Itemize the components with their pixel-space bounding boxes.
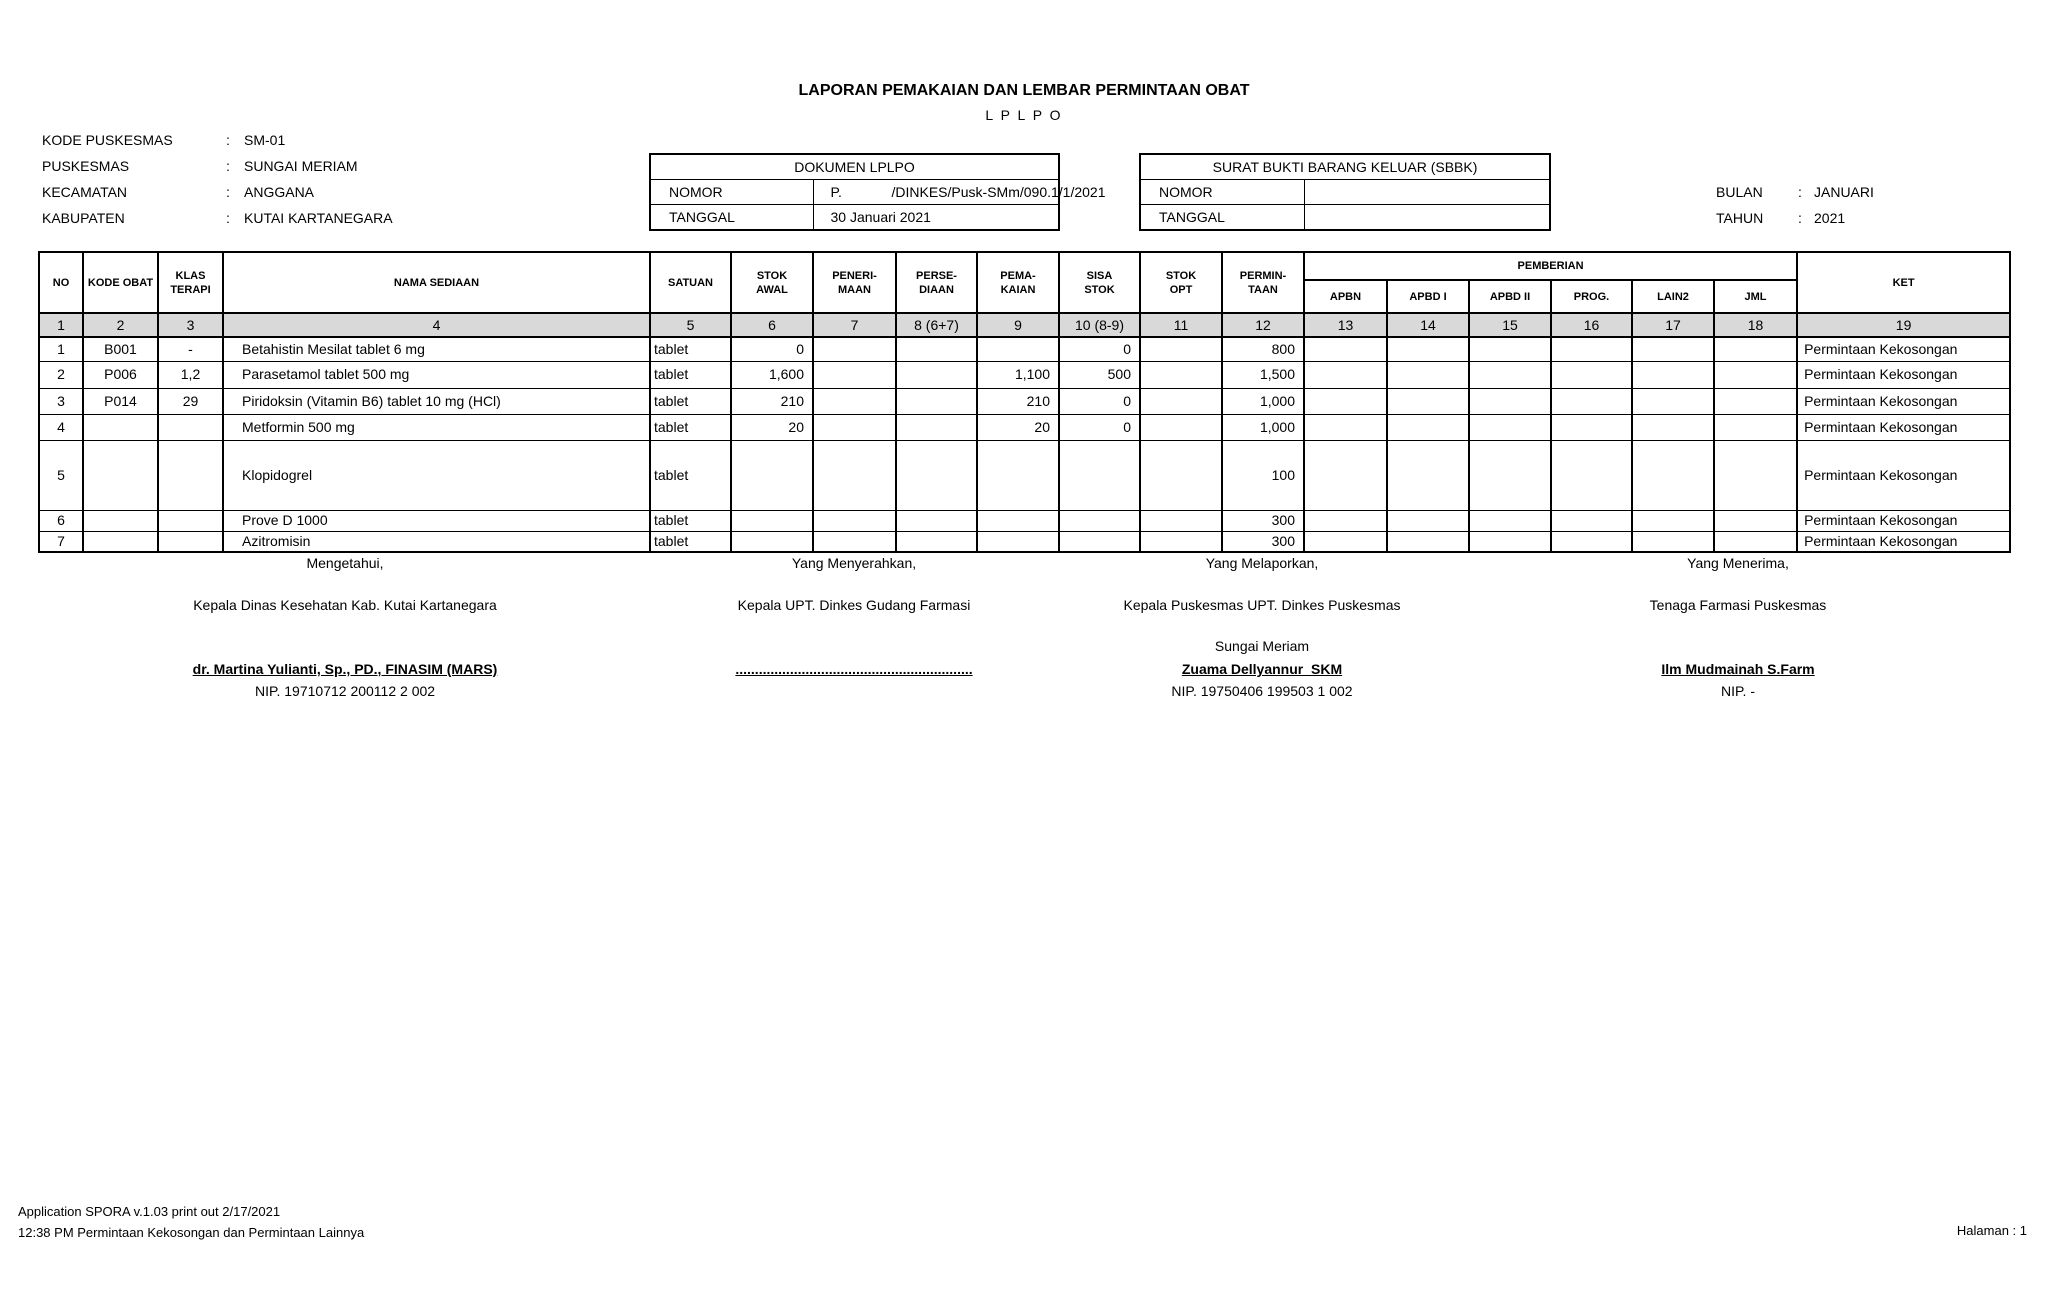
signature-position: Kepala UPT. Dinkes Gudang Farmasi [737,597,971,613]
cell-no: 1 [39,337,83,361]
header-jml: JML [1714,280,1797,313]
periode-row-bulan [1716,182,1874,202]
column-number: 10 (8-9) [1059,313,1140,337]
cell-ket: Permintaan Kekosongan [1797,510,2010,531]
header-persediaan: PERSE- DIAAN [896,252,977,313]
dokumen-nomor-number: /DINKES/Pusk-SMm/090.1/1/2021 [891,184,1106,200]
cell-kode-obat [83,531,158,552]
info-separator: : [226,184,230,200]
cell-stok-opt [1140,510,1222,531]
cell-kode-obat: P014 [83,388,158,414]
cell-permintaan: 800 [1222,337,1304,361]
cell-persediaan [896,531,977,552]
info-label: KABUPATEN [42,210,125,226]
info-separator: : [226,158,230,174]
cell-stok-opt [1140,337,1222,361]
column-number: 17 [1632,313,1714,337]
cell-prog [1551,531,1632,552]
cell-lain2 [1632,337,1714,361]
cell-jml [1714,531,1797,552]
footer-print-info: Application SPORA v.1.03 print out 2/17/2021 [18,1204,281,1219]
periode-value: 2021 [1814,210,1846,226]
header-satuan: SATUAN [650,252,731,313]
cell-apbd-ii [1469,414,1551,440]
cell-ket: Permintaan Kekosongan [1797,440,2010,510]
cell-apbn [1304,388,1387,414]
cell-penerimaan [813,388,896,414]
table-row [39,510,2010,531]
cell-apbn [1304,440,1387,510]
dokumen-nomor-value [813,180,1106,205]
info-row-kabupaten [42,208,393,228]
dokumen-nomor-label: NOMOR [650,180,813,205]
cell-apbd-ii [1469,440,1551,510]
cell-apbn [1304,510,1387,531]
header-apbd-i: APBD I [1387,280,1469,313]
cell-nama-sediaan: Parasetamol tablet 500 mg [223,361,650,388]
cell-lain2 [1632,361,1714,388]
dokumen-tanggal-label: TANGGAL [650,205,813,231]
cell-lain2 [1632,510,1714,531]
cell-permintaan: 300 [1222,510,1304,531]
column-number: 14 [1387,313,1469,337]
cell-stok-awal [731,531,813,552]
info-row-puskesmas [42,156,358,176]
cell-prog [1551,440,1632,510]
header-apbn: APBN [1304,280,1387,313]
sbbk-tanggal-value [1304,205,1550,231]
cell-apbn [1304,337,1387,361]
cell-penerimaan [813,361,896,388]
header-lain2: LAIN2 [1632,280,1714,313]
header-ket: KET [1797,252,2010,313]
cell-stok-opt [1140,388,1222,414]
periode-label: BULAN [1716,184,1763,200]
cell-ket: Permintaan Kekosongan [1797,414,2010,440]
cell-permintaan: 100 [1222,440,1304,510]
signature-role: Yang Melaporkan, [1205,555,1319,571]
cell-klas-terapi: 1,2 [158,361,223,388]
cell-kode-obat: B001 [83,337,158,361]
cell-permintaan: 1,000 [1222,414,1304,440]
info-separator: : [226,210,230,226]
cell-permintaan: 300 [1222,531,1304,552]
signature-menerima [1488,553,1988,713]
cell-no: 3 [39,388,83,414]
header-stok-awal: STOK AWAL [731,252,813,313]
info-value: ANGGANA [244,184,315,200]
footer-report-type: 12:38 PM Permintaan Kekosongan dan Permintaan Lainnya [18,1225,365,1240]
header-klas-terapi: KLAS TERAPI [158,252,223,313]
cell-penerimaan [813,440,896,510]
info-value: SUNGAI MERIAM [244,158,358,174]
dokumen-lplpo-header: DOKUMEN LPLPO [650,154,1059,180]
signature-location: Sungai Meriam [1214,638,1310,654]
cell-ket: Permintaan Kekosongan [1797,388,2010,414]
periode-separator: : [1798,184,1802,200]
table-row [39,388,2010,414]
cell-stok-awal [731,440,813,510]
info-separator: : [226,132,230,148]
column-number: 9 [977,313,1059,337]
cell-kode-obat [83,440,158,510]
dokumen-lplpo-box [649,153,1106,231]
cell-pemakaian: 20 [977,414,1059,440]
column-number: 15 [1469,313,1551,337]
sbbk-nomor-value [1304,180,1550,205]
cell-apbd-i [1387,337,1469,361]
periode-value: JANUARI [1814,184,1874,200]
cell-nama-sediaan: Piridoksin (Vitamin B6) tablet 10 mg (HCl) [223,388,650,414]
cell-prog [1551,510,1632,531]
cell-apbd-i [1387,361,1469,388]
cell-pemakaian [977,510,1059,531]
header-penerimaan: PENERI- MAAN [813,252,896,313]
cell-jml [1714,337,1797,361]
cell-pemakaian [977,531,1059,552]
signature-name-text: Zuama Dellyannur SKM [1181,661,1343,677]
report-subtitle: L P L P O [985,107,1063,123]
signature-name [1488,659,1988,679]
signature-name [95,659,595,679]
cell-apbn [1304,531,1387,552]
cell-lain2 [1632,440,1714,510]
cell-nama-sediaan: Prove D 1000 [223,510,650,531]
signature-position: Tenaga Farmasi Puskesmas [1649,597,1827,613]
sbbk-tanggal-label: TANGGAL [1140,205,1304,231]
cell-persediaan [896,388,977,414]
cell-kode-obat [83,414,158,440]
cell-sisa-stok: 500 [1059,361,1140,388]
header-pemakaian: PEMA- KAIAN [977,252,1059,313]
cell-apbd-i [1387,510,1469,531]
cell-sisa-stok: 0 [1059,337,1140,361]
info-label: PUSKESMAS [42,158,130,174]
info-value: SM-01 [244,132,286,148]
cell-kode-obat [83,510,158,531]
cell-satuan: tablet [650,361,731,388]
header-prog: PROG. [1551,280,1632,313]
column-number: 16 [1551,313,1632,337]
signature-role: Mengetahui, [306,555,384,571]
dokumen-tanggal-value: 30 Januari 2021 [813,205,1059,231]
cell-klas-terapi [158,510,223,531]
cell-permintaan: 1,500 [1222,361,1304,388]
cell-no: 7 [39,531,83,552]
signature-role: Yang Menerima, [1687,555,1789,571]
cell-apbd-i [1387,440,1469,510]
cell-kode-obat: P006 [83,361,158,388]
signature-position: Kepala Dinas Kesehatan Kab. Kutai Kartanegara [193,597,497,613]
cell-apbd-ii [1469,510,1551,531]
cell-penerimaan [813,414,896,440]
cell-stok-awal: 210 [731,388,813,414]
cell-sisa-stok [1059,510,1140,531]
column-number: 18 [1714,313,1797,337]
header-no: NO [39,252,83,313]
cell-klas-terapi: 29 [158,388,223,414]
cell-satuan: tablet [650,414,731,440]
cell-satuan: tablet [650,388,731,414]
cell-ket: Permintaan Kekosongan [1797,361,2010,388]
signature-mengetahui [95,553,595,713]
cell-persediaan [896,510,977,531]
cell-jml [1714,361,1797,388]
info-label: KODE PUSKESMAS [42,132,173,148]
signature-name-text: Ilm Mudmainah S.Farm [1661,661,1815,677]
signature-nip: NIP. 19710712 200112 2 002 [254,683,436,699]
cell-apbd-ii [1469,388,1551,414]
info-label: KECAMATAN [42,184,128,200]
signature-name-blank: ............................................................. [735,661,973,677]
cell-klas-terapi: - [158,337,223,361]
cell-apbd-ii [1469,361,1551,388]
column-number: 13 [1304,313,1387,337]
header-sisa-stok: SISA STOK [1059,252,1140,313]
cell-pemakaian: 210 [977,388,1059,414]
cell-apbd-ii [1469,337,1551,361]
column-number: 8 (6+7) [896,313,977,337]
cell-stok-opt [1140,440,1222,510]
cell-persediaan [896,337,977,361]
column-number: 1 [39,313,83,337]
periode-separator: : [1798,210,1802,226]
cell-penerimaan [813,531,896,552]
column-number: 5 [650,313,731,337]
cell-apbd-i [1387,414,1469,440]
signature-position: Kepala Puskesmas UPT. Dinkes Puskesmas [1123,597,1401,613]
cell-sisa-stok: 0 [1059,414,1140,440]
cell-stok-awal: 0 [731,337,813,361]
cell-lain2 [1632,531,1714,552]
cell-satuan: tablet [650,531,731,552]
cell-sisa-stok [1059,440,1140,510]
table-header-row [39,252,2010,280]
cell-ket: Permintaan Kekosongan [1797,337,2010,361]
periode-row-tahun [1716,208,1845,228]
cell-jml [1714,510,1797,531]
table-row [39,531,2010,552]
footer-page-number: Halaman : 1 [1956,1223,2027,1238]
cell-no: 4 [39,414,83,440]
periode-label: TAHUN [1716,210,1764,226]
cell-pemakaian [977,337,1059,361]
table-row [39,414,2010,440]
cell-klas-terapi [158,414,223,440]
cell-apbd-i [1387,388,1469,414]
cell-nama-sediaan: Klopidogrel [223,440,650,510]
cell-persediaan [896,361,977,388]
signature-melaporkan [1012,553,1512,713]
signature-name-text: dr. Martina Yulianti, Sp., PD., FINASIM (MARS) [192,661,498,677]
cell-nama-sediaan: Betahistin Mesilat tablet 6 mg [223,337,650,361]
cell-klas-terapi [158,531,223,552]
cell-persediaan [896,414,977,440]
cell-no: 6 [39,510,83,531]
cell-prog [1551,414,1632,440]
column-number: 12 [1222,313,1304,337]
cell-satuan: tablet [650,510,731,531]
info-row-kode-puskesmas [42,130,285,150]
cell-satuan: tablet [650,440,731,510]
cell-penerimaan [813,510,896,531]
signature-name [1012,659,1512,679]
info-row-kecamatan [42,182,314,202]
column-number: 3 [158,313,223,337]
cell-stok-awal: 1,600 [731,361,813,388]
header-stok-opt: STOK OPT [1140,252,1222,313]
table-row [39,361,2010,388]
header-nama-sediaan: NAMA SEDIAAN [223,252,650,313]
cell-stok-opt [1140,414,1222,440]
cell-apbd-i [1387,531,1469,552]
cell-pemakaian: 1,100 [977,361,1059,388]
header-pemberian: PEMBERIAN [1304,252,1797,280]
column-number-row [39,313,2010,337]
cell-stok-opt [1140,361,1222,388]
header-permintaan: PERMIN- TAAN [1222,252,1304,313]
info-value: KUTAI KARTANEGARA [244,210,393,226]
sbbk-box [1139,153,1551,231]
cell-prog [1551,337,1632,361]
cell-lain2 [1632,388,1714,414]
column-number: 11 [1140,313,1222,337]
cell-apbd-ii [1469,531,1551,552]
cell-permintaan: 1,000 [1222,388,1304,414]
cell-prog [1551,361,1632,388]
header-kode-obat: KODE OBAT [83,252,158,313]
sbbk-header: SURAT BUKTI BARANG KELUAR (SBBK) [1140,154,1550,180]
cell-stok-opt [1140,531,1222,552]
column-number: 7 [813,313,896,337]
table-row [39,337,2010,361]
cell-stok-awal [731,510,813,531]
cell-apbn [1304,414,1387,440]
cell-jml [1714,440,1797,510]
column-number: 4 [223,313,650,337]
cell-apbn [1304,361,1387,388]
cell-no: 2 [39,361,83,388]
cell-jml [1714,388,1797,414]
signature-nip: NIP. - [1721,683,1755,699]
dokumen-nomor-prefix: P. [830,184,842,200]
cell-sisa-stok [1059,531,1140,552]
cell-no: 5 [39,440,83,510]
cell-jml [1714,414,1797,440]
cell-persediaan [896,440,977,510]
cell-sisa-stok: 0 [1059,388,1140,414]
column-number: 2 [83,313,158,337]
column-number: 6 [731,313,813,337]
cell-pemakaian [977,440,1059,510]
report-title: LAPORAN PEMAKAIAN DAN LEMBAR PERMINTAAN OBAT [798,82,1250,99]
cell-stok-awal: 20 [731,414,813,440]
cell-satuan: tablet [650,337,731,361]
cell-ket: Permintaan Kekosongan [1797,531,2010,552]
cell-klas-terapi [158,440,223,510]
cell-penerimaan [813,337,896,361]
column-number: 19 [1797,313,2010,337]
cell-lain2 [1632,414,1714,440]
sbbk-nomor-label: NOMOR [1140,180,1304,205]
cell-prog [1551,388,1632,414]
signature-nip: NIP. 19750406 199503 1 002 [1171,683,1353,699]
lplpo-table [38,251,2011,553]
table-row [39,440,2010,510]
signature-role: Yang Menyerahkan, [791,555,917,571]
cell-nama-sediaan: Metformin 500 mg [223,414,650,440]
cell-nama-sediaan: Azitromisin [223,531,650,552]
header-apbd-ii: APBD II [1469,280,1551,313]
